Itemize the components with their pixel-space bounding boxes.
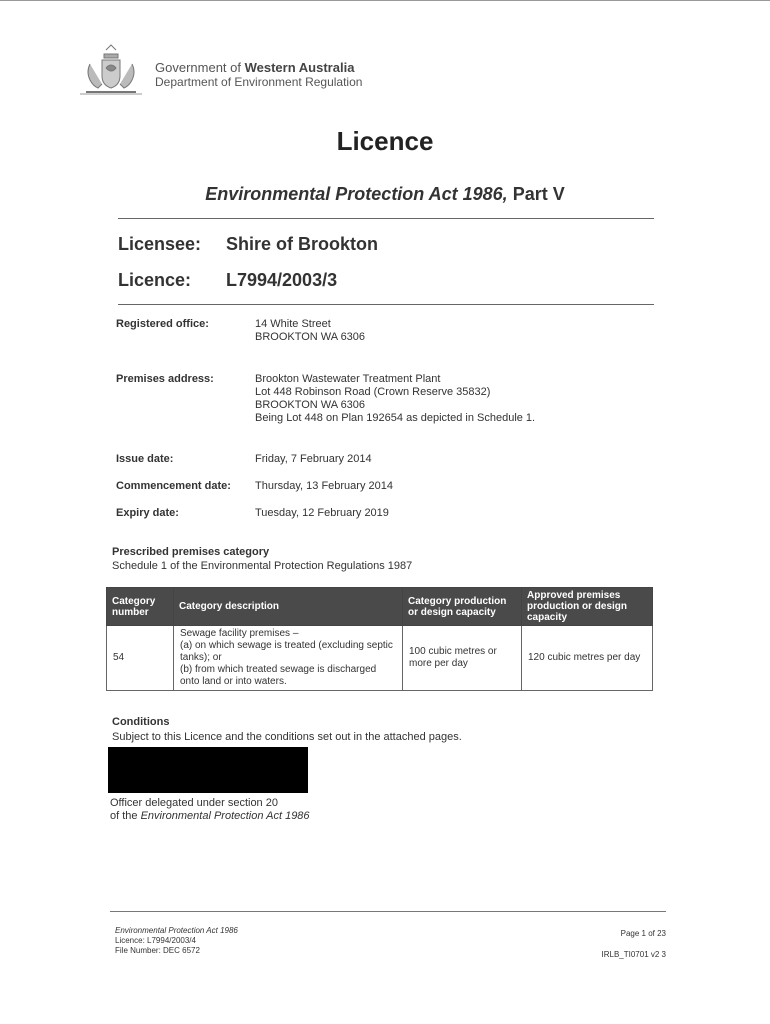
table-header: Category description (174, 588, 403, 626)
address-line: Lot 448 Robinson Road (Crown Reserve 35832) (255, 386, 491, 398)
form-code: IRLB_TI0701 v2 3 (601, 950, 666, 959)
gov-prefix: Government of (155, 60, 245, 75)
officer-block (110, 797, 310, 823)
licensee-value: Shire of Brookton (226, 234, 378, 254)
top-border (0, 0, 770, 1)
conditions-text: Subject to this Licence and the conditions set out in the attached pages. (112, 731, 462, 743)
footer-licence: Licence: L7994/2003/4 (115, 936, 196, 945)
footer-left (115, 926, 238, 956)
address-line: BROOKTON WA 6306 (255, 331, 366, 343)
redacted-signature (108, 747, 308, 793)
subtitle-part: Part V (512, 184, 565, 204)
divider (118, 218, 654, 219)
category-capacity: 100 cubic metres or more per day (403, 626, 522, 691)
table-header: Category production or design capacity (403, 588, 522, 626)
table-row (107, 626, 653, 691)
table-header: Category number (107, 588, 174, 626)
registered-office-value (255, 318, 365, 344)
category-description (174, 626, 403, 691)
commencement-date-value: Thursday, 13 February 2014 (255, 480, 393, 492)
issue-date-label: Issue date: (116, 453, 174, 465)
category-number: 54 (107, 626, 174, 691)
conditions-heading: Conditions (112, 716, 170, 728)
government-name (155, 60, 354, 75)
department-name: Department of Environment Regulation (155, 75, 363, 89)
category-table (106, 587, 653, 691)
description-line: (a) on which sewage is treated (excluding septic tanks); or (180, 640, 393, 663)
commencement-date-label: Commencement date: (116, 480, 231, 492)
address-line: Brookton Wastewater Treatment Plant (255, 373, 441, 385)
premises-address-value (255, 373, 535, 425)
page-subtitle (0, 184, 770, 205)
address-line: BROOKTON WA 6306 (255, 399, 366, 411)
licence-value: L7994/2003/3 (226, 270, 338, 290)
footer-file-number: File Number: DEC 6572 (115, 946, 200, 955)
footer-act: Environmental Protection Act 1986 (115, 926, 238, 935)
table-header: Approved premises production or design capacity (522, 588, 653, 626)
divider (118, 304, 654, 305)
gov-state: Western Australia (244, 60, 355, 75)
officer-prefix: of the (110, 810, 141, 822)
address-line: 14 White Street (255, 318, 331, 330)
subtitle-act: Environmental Protection Act 1986, (205, 184, 508, 204)
wa-crest-icon (76, 42, 146, 100)
table-header-row (107, 588, 653, 626)
officer-line (110, 810, 310, 823)
page-number: Page 1 of 23 (620, 929, 666, 938)
registered-office-label: Registered office: (116, 318, 209, 330)
expiry-date-label: Expiry date: (116, 507, 179, 519)
licensee-label: Licensee: (118, 234, 202, 254)
footer-divider (110, 911, 666, 912)
issue-date-value: Friday, 7 February 2014 (255, 453, 372, 465)
prescribed-heading: Prescribed premises category (112, 546, 270, 558)
page-title: Licence (336, 126, 434, 156)
expiry-date-value: Tuesday, 12 February 2019 (255, 507, 389, 519)
address-line: Being Lot 448 on Plan 192654 as depicted in Schedule 1. (255, 412, 536, 424)
officer-act: Environmental Protection Act 1986 (140, 810, 310, 822)
description-line: (b) from which treated sewage is discharged onto land or into waters. (180, 664, 377, 687)
description-line: Sewage facility premises – (180, 628, 299, 639)
approved-capacity: 120 cubic metres per day (522, 626, 653, 691)
licence-label: Licence: (118, 270, 192, 290)
premises-address-label: Premises address: (116, 373, 214, 385)
prescribed-text: Schedule 1 of the Environmental Protection Regulations 1987 (112, 560, 413, 572)
officer-line: Officer delegated under section 20 (110, 797, 278, 809)
